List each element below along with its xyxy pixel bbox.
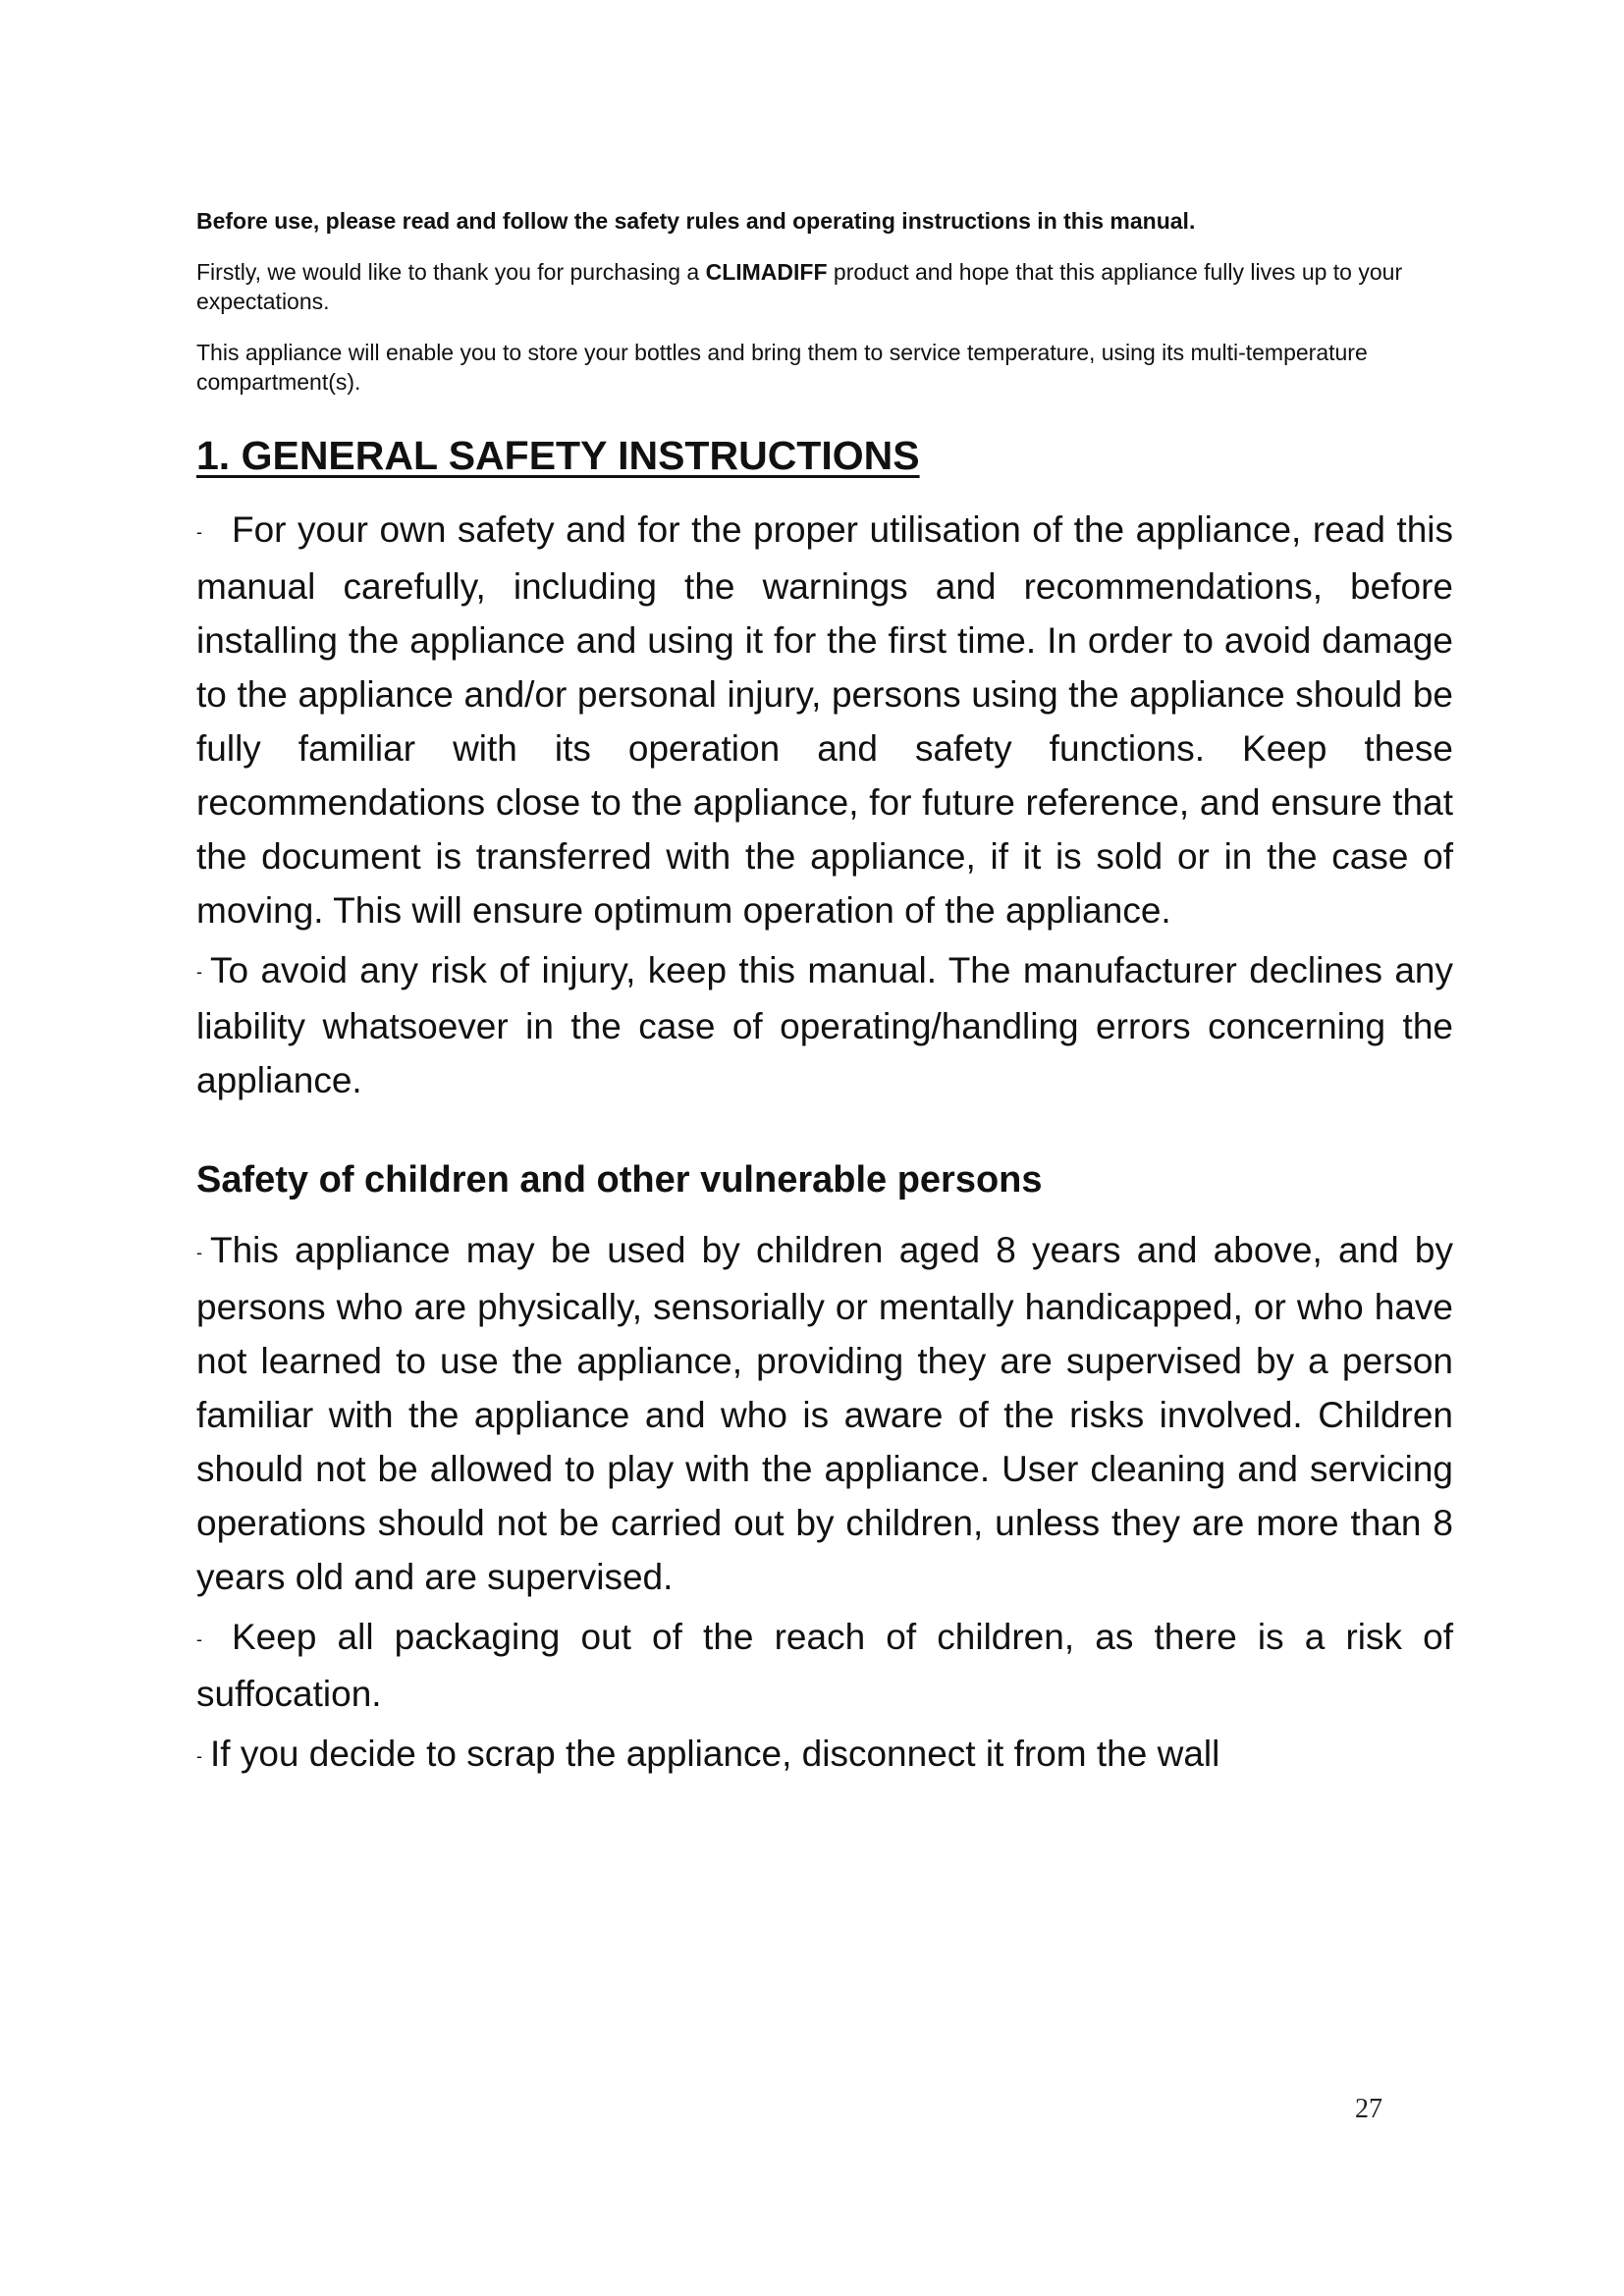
intro-thanks-after: product and hope that this appliance fully lives up to your expectations. — [196, 259, 1403, 314]
bullet-dash: - — [196, 1243, 202, 1263]
section-title-children-safety: Safety of children and other vulnerable persons — [196, 1159, 1043, 1201]
paragraph-text: For your own safety and for the proper utilisation of the appliance, read this manual carefully, including the warnings and recommendations, before installing the appliance and using it for the first time. In order to avoid damage to the appliance and/or personal injury, persons using the appliance should be fully familiar with its operation and safety functions. Keep these recommendations close to the appliance, for future reference, and ensure that the document is transferred with the appliance, if it is sold or in the case of moving. This will ensure optimum operation of the appliance. — [196, 509, 1453, 931]
paragraph-children-safety-1 — [196, 1223, 1453, 1604]
manual-page — [196, 206, 1453, 1789]
intro-thanks-before: Firstly, we would like to thank you for purchasing a — [196, 259, 706, 285]
page-number: 27 — [1355, 2094, 1382, 2124]
bullet-dash: - — [196, 1629, 202, 1649]
paragraph-text: To avoid any risk of injury, keep this manual. The manufacturer declines any liability whatsoever in the case of operating/handling errors concerning the appliance. — [196, 949, 1453, 1101]
intro-thanks — [196, 257, 1453, 316]
brand-name: CLIMADIFF — [705, 259, 828, 285]
paragraph-general-safety-2 — [196, 943, 1453, 1108]
paragraph-children-safety-2 — [196, 1610, 1453, 1721]
section-title-general-safety: 1. GENERAL SAFETY INSTRUCTIONS — [196, 433, 920, 478]
intro-notice: Before use, please read and follow the safety rules and operating instructions in this manual. — [196, 208, 1196, 234]
bullet-dash: - — [196, 521, 202, 542]
paragraph-text: If you decide to scrap the appliance, disconnect it from the wall — [210, 1733, 1220, 1774]
bullet-dash: - — [196, 962, 202, 983]
paragraph-children-safety-3 — [196, 1727, 1453, 1784]
bullet-dash: - — [196, 1745, 202, 1766]
paragraph-general-safety-1 — [196, 503, 1453, 937]
paragraph-text: This appliance may be used by children aged 8 years and above, and by persons who are physically, sensorially or mentally handicapped, or who have not learned to use the appliance, providing they are supervised by a person familiar with the appliance and who is aware of the risks involved. Children should not be allowed to play with the appliance. User cleaning and servicing operations should not be carried out by children, unless they are more than 8 years old and are supervised. — [196, 1230, 1453, 1598]
intro-purpose: This appliance will enable you to store your bottles and bring them to service temperature, using its multi-temperature compartment(s). — [196, 340, 1368, 395]
paragraph-text: Keep all packaging out of the reach of children, as there is a risk of suffocation. — [196, 1617, 1453, 1714]
